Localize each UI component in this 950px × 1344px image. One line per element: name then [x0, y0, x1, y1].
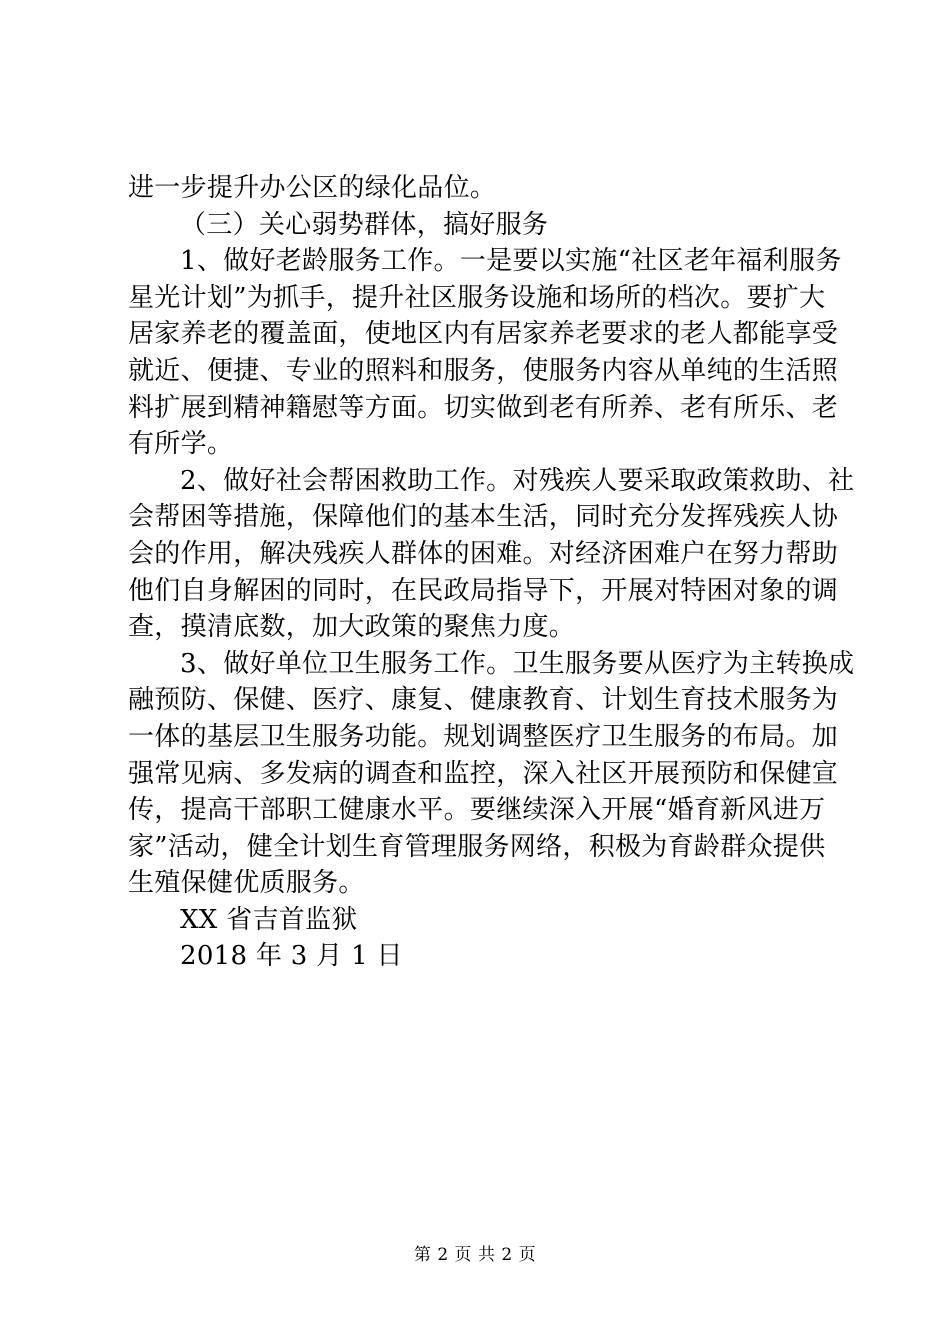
- text-line-8: 有所学。: [128, 429, 234, 460]
- page-indicator: 第 2 页 共 2 页: [413, 1245, 537, 1265]
- text-line-12: 他们自身解困的同时，在民政局指导下，开展对特困对象的调: [128, 575, 839, 606]
- section-heading-3: （三）关心弱势群体，搞好服务: [180, 209, 549, 240]
- text-line-17: 强常见病、多发病的调查和监控，深入社区开展预防和保健宣: [128, 758, 839, 789]
- text-line-19: 家”活动，健全计划生育管理服务网络，积极为育龄群众提供: [128, 831, 826, 862]
- text-line-6: 就近、便捷、专业的照料和服务，使服务内容从单纯的生活照: [128, 355, 839, 386]
- text-line-15: 融预防、保健、医疗、康复、健康教育、计划生育技术服务为: [128, 685, 839, 716]
- text-line-14: 3、做好单位卫生服务工作。卫生服务要从医疗为主转换成: [180, 648, 855, 679]
- text-line-4: 星光计划”为抓手，提升社区服务设施和场所的档次。要扩大: [128, 282, 826, 313]
- signature-date: 2018 年 3 月 1 日: [180, 941, 403, 972]
- text-line-11: 会的作用，解决残疾人群体的困难。对经济困难户在努力帮助: [128, 538, 839, 569]
- page-footer: [0, 1244, 950, 1266]
- signature-organization: XX 省吉首监狱: [180, 904, 358, 935]
- text-line-13: 查，摸清底数，加大政策的聚焦力度。: [128, 612, 576, 643]
- text-line-3: 1、做好老龄服务工作。一是要以实施“社区老年福利服务: [180, 246, 842, 277]
- text-line-18: 传，提高干部职工健康水平。要继续深入开展“婚育新风进万: [128, 795, 826, 826]
- document-body: [128, 170, 855, 975]
- text-line-9: 2、做好社会帮困救助工作。对残疾人要采取政策救助、社: [180, 465, 855, 496]
- text-line-20: 生殖保健优质服务。: [128, 868, 365, 899]
- text-line-1: 进一步提升办公区的绿化品位。: [128, 173, 497, 203]
- text-line-10: 会帮困等措施，保障他们的基本生活，同时充分发挥残疾人协: [128, 502, 839, 533]
- text-line-7: 料扩展到精神籍慰等方面。切实做到老有所养、老有所乐、老: [128, 392, 839, 423]
- text-line-5: 居家养老的覆盖面，使地区内有居家养老要求的老人都能享受: [128, 319, 839, 350]
- text-line-16: 一体的基层卫生服务功能。规划调整医疗卫生服务的布局。加: [128, 721, 839, 752]
